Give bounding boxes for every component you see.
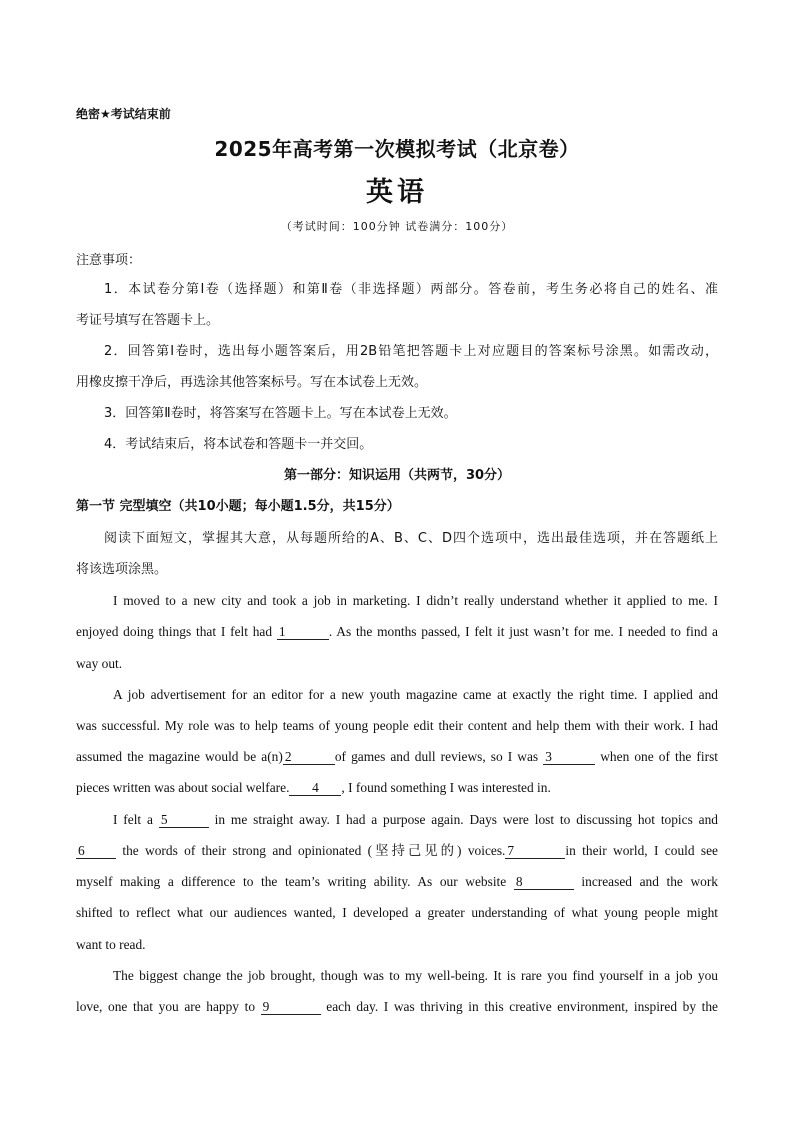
exam-title: 2025年高考第一次模拟考试（北京卷） xyxy=(214,137,580,161)
note-1-line-1: 1．本试卷分第Ⅰ卷（选择题）和第Ⅱ卷（非选择题）两部分。答卷前，考生务必将自己的姓名、准 xyxy=(104,282,718,297)
note-1-line-2: 考证号填写在答题卡上。 xyxy=(76,313,220,328)
passage-line xyxy=(76,624,718,640)
exam-info: （考试时间：100分钟 试卷满分：100分） xyxy=(280,220,514,233)
passage-line: want to read. xyxy=(76,937,146,952)
section-1-heading: 第一节 完型填空（共10小题；每小题1.5分，共15分） xyxy=(76,499,400,514)
passage-text: when one of the first xyxy=(595,749,718,764)
passage-text: pieces written was about social welfare. xyxy=(76,780,290,795)
notes-heading: 注意事项： xyxy=(76,253,142,268)
passage-line: was successful. My role was to help teams of young people edit their content and help them with their work. I had xyxy=(76,718,718,733)
confidential-label: 绝密★考试结束前 xyxy=(76,107,171,121)
blank-6: 6 xyxy=(76,844,116,859)
blank-9: 9 xyxy=(261,1000,321,1015)
note-3: 3．回答第Ⅱ卷时，将答案写在答题卡上。写在本试卷上无效。 xyxy=(104,406,457,421)
blank-1: 1 xyxy=(277,625,329,640)
note-2-line-2: 用橡皮擦干净后，再选涂其他答案标号。写在本试卷上无效。 xyxy=(76,375,428,390)
passage-text: the words of their strong and opinionated (坚持己见的) voices. xyxy=(116,843,506,858)
passage-text: of games and dull reviews, so I was xyxy=(334,749,544,764)
blank-7: 7 xyxy=(505,844,565,859)
passage-line: way out. xyxy=(76,656,123,671)
passage-line: I moved to a new city and took a job in marketing. I didn’t really understand whether it applied to me. I xyxy=(113,593,718,608)
blank-8: 8 xyxy=(514,875,574,890)
passage-line: A job advertisement for an editor for a new youth magazine came at exactly the right time. I applied and xyxy=(113,687,718,702)
passage-line: The biggest change the job brought, though was to my well-being. It is rare you find yourself in a job you xyxy=(113,968,718,983)
passage-text: I felt a xyxy=(113,812,159,827)
passage-text: love, one that you are happy to xyxy=(76,999,261,1014)
blank-4: 4 xyxy=(289,781,341,796)
subject-title: 英语 xyxy=(366,177,428,208)
passage-line xyxy=(76,874,718,890)
passage-text: myself making a difference to the team’s writing ability. As our website xyxy=(76,874,514,889)
passage-line: shifted to reflect what our audiences wanted, I developed a greater understanding of what young people might xyxy=(76,905,718,920)
passage-text: in me straight away. I had a purpose again. Days were lost to discussing hot topics and xyxy=(208,812,718,827)
passage-text: enjoyed doing things that I felt had xyxy=(76,624,277,639)
instruction-line-2: 将该选项涂黑。 xyxy=(76,562,168,577)
passage-text: each day. I was thriving in this creative environment, inspired by the xyxy=(320,999,718,1014)
part-1-heading: 第一部分：知识运用（共两节，30分） xyxy=(283,468,511,483)
passage-text: in their world, I could see xyxy=(565,843,719,858)
note-2-line-1: 2．回答第Ⅰ卷时，选出每小题答案后，用2B铅笔把答题卡上对应题目的答案标号涂黑。如需改动， xyxy=(104,344,718,359)
instruction-line-1: 阅读下面短文，掌握其大意，从每题所给的A、B、C、D四个选项中，选出最佳选项，并在答题纸上 xyxy=(104,531,718,546)
passage-text: . As the months passed, I felt it just wasn’t for me. I needed to find a xyxy=(328,624,718,639)
passage-line xyxy=(76,749,718,765)
passage-text: increased and the work xyxy=(573,874,718,889)
passage-line xyxy=(76,999,718,1015)
blank-3: 3 xyxy=(543,750,595,765)
blank-2: 2 xyxy=(283,750,335,765)
passage-line xyxy=(76,843,718,859)
passage-line xyxy=(76,780,551,796)
note-4: 4．考试结束后，将本试卷和答题卡一并交回。 xyxy=(104,437,373,452)
passage-text: , I found something I was interested in. xyxy=(341,780,551,795)
passage-text: assumed the magazine would be a(n) xyxy=(76,749,283,764)
blank-5: 5 xyxy=(159,813,209,828)
passage-line xyxy=(113,812,718,828)
